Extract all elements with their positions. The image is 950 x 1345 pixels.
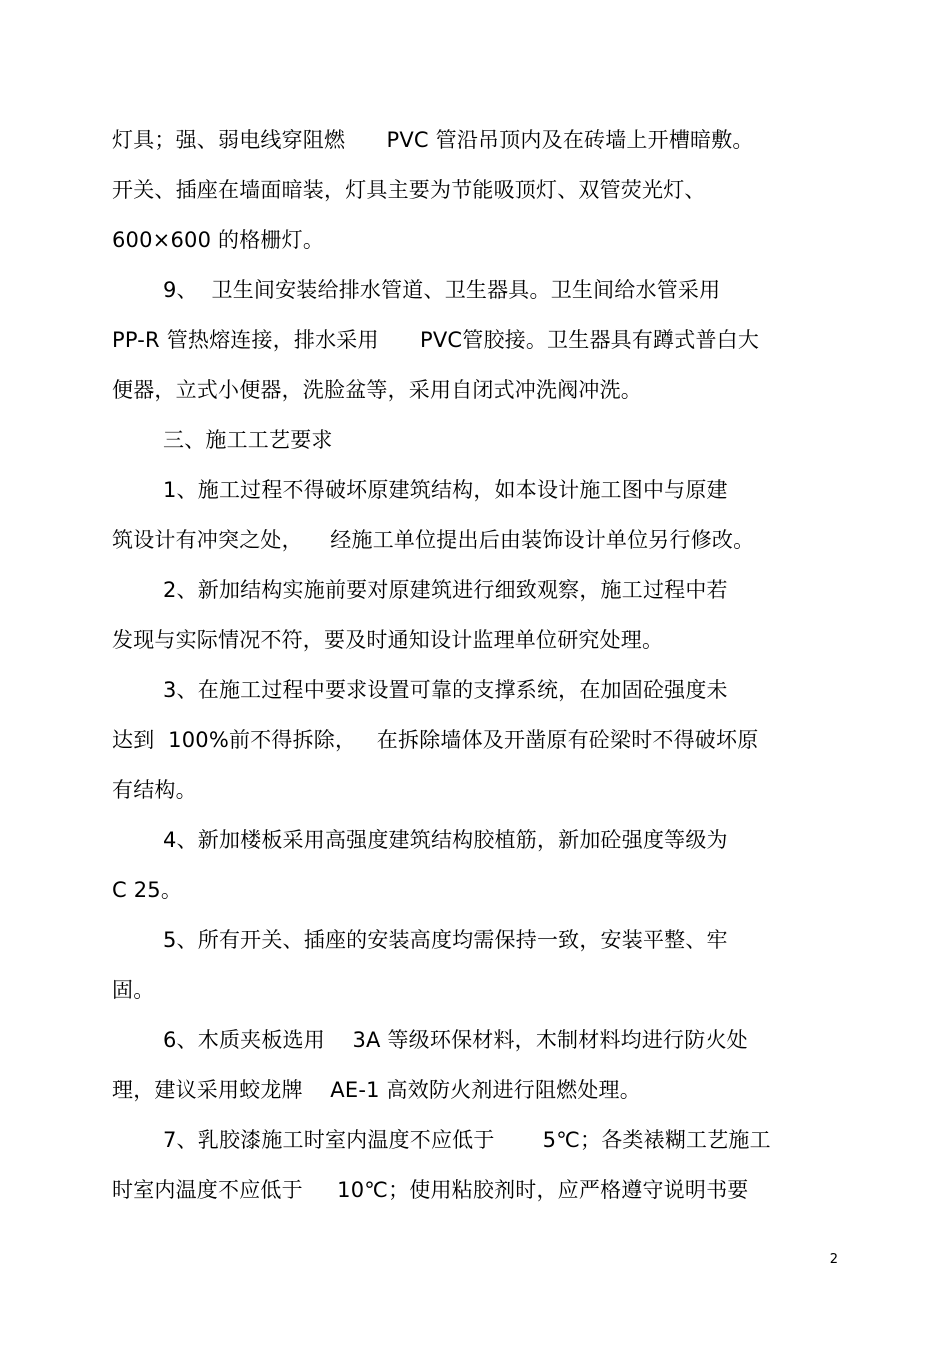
text-line-20: 理，建议采用蛟龙牌 AE-1 高效防火剂进行阻燃处理。 — [112, 1078, 641, 1102]
text-line-19: 6、木质夹板选用 3A 等级环保材料，木制材料均进行防火处 — [163, 1028, 748, 1052]
text-line-12: 3、在施工过程中要求设置可靠的支撑系统，在加固砼强度未 — [163, 678, 728, 702]
text-line-21: 7、乳胶漆施工时室内温度不应低于 5℃；各类裱糊工艺施工 — [163, 1128, 771, 1152]
text-line-15: 4、新加楼板采用高强度建筑结构胶植筋，新加砼强度等级为 — [163, 828, 728, 852]
text-line-10: 2、新加结构实施前要对原建筑进行细致观察，施工过程中若 — [163, 578, 728, 602]
text-line-18: 固。 — [112, 978, 155, 1002]
text-line-3: 600×600 的格栅灯。 — [112, 228, 325, 252]
text-line-11: 发现与实际情况不符，要及时通知设计监理单位研究处理。 — [112, 628, 664, 652]
text-line-6: 便器，立式小便器，洗脸盆等，采用自闭式冲洗阀冲洗。 — [112, 378, 642, 402]
text-line-14: 有结构。 — [112, 778, 197, 802]
text-line-4: 9、 卫生间安装给排水管道、卫生器具。卫生间给水管采用 — [163, 278, 721, 302]
text-line-1: 灯具；强、弱电线穿阻燃 PVC 管沿吊顶内及在砖墙上开槽暗敷。 — [112, 128, 754, 152]
text-line-22: 时室内温度不应低于 10℃；使用粘胶剂时，应严格遵守说明书要 — [112, 1178, 749, 1202]
text-line-13: 达到 100%前不得拆除， 在拆除墙体及开凿原有砼梁时不得破坏原 — [112, 728, 759, 752]
text-line-8: 1、施工过程不得破坏原建筑结构，如本设计施工图中与原建 — [163, 478, 728, 502]
text-line-16: C 25。 — [112, 878, 183, 902]
text-line-17: 5、所有开关、插座的安装高度均需保持一致，安装平整、牢 — [163, 928, 728, 952]
page-number: 2 — [829, 1252, 838, 1267]
section-heading: 三、施工工艺要求 — [163, 428, 333, 452]
text-line-2: 开关、插座在墙面暗装，灯具主要为节能吸顶灯、双管荧光灯、 — [112, 178, 706, 202]
text-line-5: PP-R 管热熔连接，排水采用 PVC管胶接。卫生器具有蹲式普白大 — [112, 328, 760, 352]
text-line-9: 筑设计有冲突之处， 经施工单位提出后由装饰设计单位另行修改。 — [112, 528, 755, 552]
